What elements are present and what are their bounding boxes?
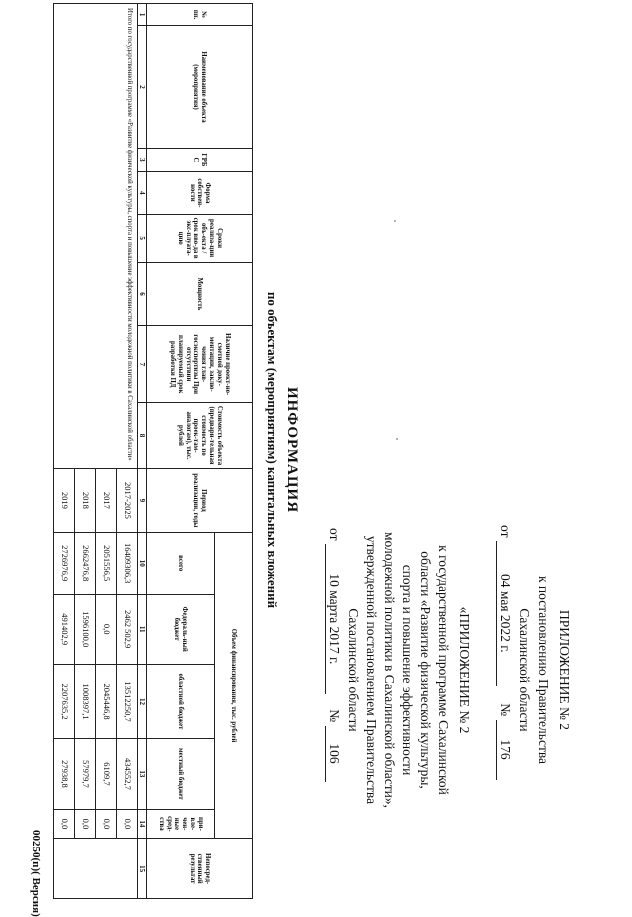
row-local: 27938,8 [53,739,74,809]
column-number: 3 [137,148,146,171]
row-regional: 2045446,8 [95,664,116,738]
column-number: 13 [137,739,146,809]
scan-speck [396,438,398,440]
from-label: от [498,525,513,538]
quote-line-5: утвержденной постановлением Правительства [364,535,379,805]
column-number-row [137,4,146,899]
row-attracted: 0,0 [116,809,137,839]
header-ownership: Форма собствен-ности [147,172,253,215]
row-total: 2662476,8 [74,532,95,594]
header-funding-group: Объем финансирования, тыс. рублей [215,532,253,838]
row-total: 2726976,9 [53,532,74,594]
column-number: 1 [137,4,146,26]
number-label: № [327,709,342,723]
quoted-appendix-heading: «ПРИЛОЖЕНИЕ № 2 [457,606,472,734]
scan-speck [394,220,396,222]
quote-line-2: области «Развитие физической культуры, [418,551,433,789]
column-number: 4 [137,172,146,215]
program-number: 106 [325,726,342,782]
header-period: Период реализации, годы [147,468,253,532]
column-number: 7 [137,326,146,403]
row-federal: 491402,9 [53,594,74,664]
column-number: 12 [137,664,146,738]
program-total-label: Итого по государственной программе «Развитие физической культуры, спорта и повышение эффективности молодежной политики в Сахалинской области» [53,4,137,469]
from-label: от [327,528,342,541]
row-period: 2017-2025 [116,468,137,532]
header-name: Наименование объекта (мероприятия) [147,26,253,148]
row-local: 57979,7 [74,739,95,809]
quote-line-4: молодежной политики в Сахалинской области», [382,531,397,809]
quote-line-6: Сахалинской области [346,608,361,732]
row-total: 2051556,5 [95,532,116,594]
header-docs: Наличие проект-но-сметной доку-ментации, заклю-чения глав-госэкспертизы При отсутствии планируемый срок разработки ПД [147,326,253,403]
row-local: 434552,7 [116,739,137,809]
header-regional: областной бюджет [147,664,215,738]
table-row [116,4,137,899]
row-period: 2019 [53,468,74,532]
quote-line-3: спорта и повышение эффективности [400,564,415,776]
row-regional: 1008397,1 [74,664,95,738]
row-total: 16409306,3 [116,532,137,594]
decree-line: к постановлению Правительства [536,575,551,765]
header-no: № пп. [147,4,253,26]
header-local: местный бюджет [147,739,215,809]
column-number: 6 [137,262,146,326]
row-federal: 1596100,0 [74,594,95,664]
row-federal: 0,0 [95,594,116,664]
header-total: всего [147,532,215,594]
column-number: 11 [137,594,146,664]
quote-line-1: к государственной программе Сахалинской [436,545,451,795]
row-period: 2017 [95,468,116,532]
number-label: № [498,703,513,717]
decree-date: 04 мая 2022 г. [496,541,513,686]
row-period: 2018 [74,468,95,532]
header-result: Непосред-ственный результат [147,839,253,899]
decree-date-line [496,525,513,780]
header-terms: Сроки реализа-ции объ-екта / срок вво-да в экс-плуата-цию [147,214,253,262]
header-capacity: Мощность [147,262,253,326]
column-number: 8 [137,403,146,469]
header-attracted: при-вле-чен-ные сред-ства [147,809,215,839]
column-number: 9 [137,468,146,532]
document-title: ИНФОРМАЦИЯ [284,386,300,514]
capital-investment-table [53,3,253,899]
decree-number: 176 [496,720,513,780]
region-line: Сахалинской области [517,608,532,732]
column-number: 10 [137,532,146,594]
header-federal: Федераль-ный бюджет [147,594,215,664]
row-federal: 2462 502,9 [116,594,137,664]
appendix-heading: ПРИЛОЖЕНИЕ № 2 [557,609,572,731]
row-local: 6109,7 [95,739,116,809]
column-number: 15 [137,839,146,899]
header-cost: Стоимость объекта (предвари-тельная стоимость по проек-там-аналогам), тыс. рублей [147,403,253,469]
document-subtitle: по объектам (мероприятиям) капитальных вложений [265,291,280,609]
row-result [53,839,137,899]
row-attracted: 0,0 [74,809,95,839]
version-label: 00250(п)( Версия) [30,830,42,917]
column-number: 14 [137,809,146,839]
program-date: 10 марта 2017 г. [325,544,342,694]
row-attracted: 0,0 [53,809,74,839]
program-date-line [325,528,342,782]
header-grbs: ГРБ С [147,148,253,171]
column-number: 5 [137,214,146,262]
column-number: 2 [137,26,146,148]
row-attracted: 0,0 [95,809,116,839]
row-regional: 2207635,2 [53,664,74,738]
row-regional: 13512250,7 [116,664,137,738]
